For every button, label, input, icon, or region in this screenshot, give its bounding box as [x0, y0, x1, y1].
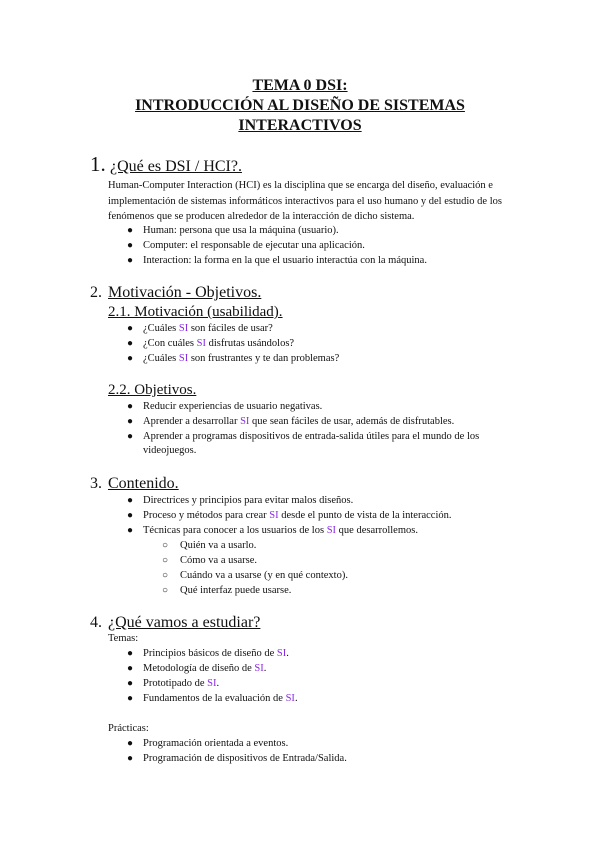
- section-2-1-item: ¿Cuáles SI son frustrantes y te dan problemas?: [143, 353, 340, 364]
- section-4-number: 4.: [90, 614, 102, 631]
- circle-bullet-icon: ○: [162, 555, 169, 566]
- section-2-2-item: Aprender a programas dispositivos de entrada-salida útiles para el mundo de los videojuegos.: [143, 431, 480, 456]
- bullet-icon: ●: [127, 225, 134, 236]
- section-1-item: Interaction: la forma en la que el usuario interactúa con la máquina.: [143, 255, 427, 266]
- bullet-icon: ●: [127, 648, 134, 659]
- title-line-1: TEMA 0 DSI:: [252, 77, 348, 94]
- circle-bullet-icon: ○: [162, 540, 169, 551]
- section-3-subitem: Cómo va a usarse.: [180, 555, 257, 566]
- section-2-2-item: Reducir experiencias de usuario negativas.: [143, 401, 323, 412]
- bullet-icon: ●: [127, 738, 134, 749]
- temas-item: Fundamentos de la evaluación de SI.: [143, 693, 298, 704]
- section-4-heading: ¿Qué vamos a estudiar?: [108, 614, 261, 631]
- section-2-1-heading: 2.1. Motivación (usabilidad).: [108, 304, 283, 320]
- section-2-1-item: ¿Con cuáles SI disfrutas usándolos?: [143, 338, 295, 349]
- section-3-subitem: Quién va a usarlo.: [180, 540, 257, 551]
- bullet-icon: ●: [127, 401, 134, 412]
- section-3-subitem: Cuándo va a usarse (y en qué contexto).: [180, 570, 348, 581]
- bullet-icon: ●: [127, 338, 134, 349]
- bullet-icon: ●: [127, 416, 134, 427]
- bullet-icon: ●: [127, 353, 134, 364]
- bullet-icon: ●: [127, 323, 134, 334]
- section-3-number: 3.: [90, 475, 102, 492]
- section-1-paragraph: Human-Computer Interaction (HCI) es la disciplina que se encarga del diseño, evaluación e implementación de sistemas informáticos interactivos para el uso humano y del estudio de los fenómenos que se producen alrededor de la interacción de dicho sistema.: [108, 180, 502, 222]
- section-3-item: Proceso y métodos para crear SI desde el punto de vista de la interacción.: [143, 510, 452, 521]
- circle-bullet-icon: ○: [162, 585, 169, 596]
- bullet-icon: ●: [127, 693, 134, 704]
- section-3-heading: Contenido.: [108, 475, 179, 492]
- section-1-number: 1.: [90, 152, 106, 176]
- temas-item: Principios básicos de diseño de SI.: [143, 648, 289, 659]
- temas-item: Prototipado de SI.: [143, 678, 220, 689]
- bullet-icon: ●: [127, 663, 134, 674]
- bullet-icon: ●: [127, 495, 134, 506]
- practicas-label: Prácticas:: [108, 723, 149, 734]
- section-3-item: Directrices y principios para evitar malos diseños.: [143, 495, 354, 506]
- section-2-2-item: Aprender a desarrollar SI que sean fáciles de usar, además de disfrutables.: [143, 416, 455, 427]
- section-2-2-heading: 2.2. Objetivos.: [108, 382, 197, 398]
- bullet-icon: ●: [127, 255, 134, 266]
- bullet-icon: ●: [127, 525, 134, 536]
- section-1-item: Computer: el responsable de ejecutar una aplicación.: [143, 240, 365, 251]
- title-line-3: INTERACTIVOS: [238, 117, 362, 134]
- section-1-heading: ¿Qué es DSI / HCI?.: [110, 158, 242, 175]
- practicas-item: Programación de dispositivos de Entrada/Salida.: [143, 753, 347, 764]
- bullet-icon: ●: [127, 753, 134, 764]
- temas-item: Metodología de diseño de SI.: [143, 663, 267, 674]
- bullet-icon: ●: [127, 431, 134, 442]
- bullet-icon: ●: [127, 240, 134, 251]
- bullet-icon: ●: [127, 678, 134, 689]
- bullet-icon: ●: [127, 510, 134, 521]
- section-3-item: Técnicas para conocer a los usuarios de los SI que desarrollemos.: [143, 525, 418, 536]
- temas-label: Temas:: [108, 633, 139, 644]
- section-1-item: Human: persona que usa la máquina (usuario).: [143, 225, 339, 236]
- section-3-subitem: Qué interfaz puede usarse.: [180, 585, 292, 596]
- circle-bullet-icon: ○: [162, 570, 169, 581]
- section-2-1-item: ¿Cuáles SI son fáciles de usar?: [143, 323, 273, 334]
- practicas-item: Programación orientada a eventos.: [143, 738, 289, 749]
- section-2-heading: Motivación - Objetivos.: [108, 284, 262, 301]
- title-line-2: INTRODUCCIÓN AL DISEÑO DE SISTEMAS: [135, 97, 465, 114]
- section-2-number: 2.: [90, 284, 102, 301]
